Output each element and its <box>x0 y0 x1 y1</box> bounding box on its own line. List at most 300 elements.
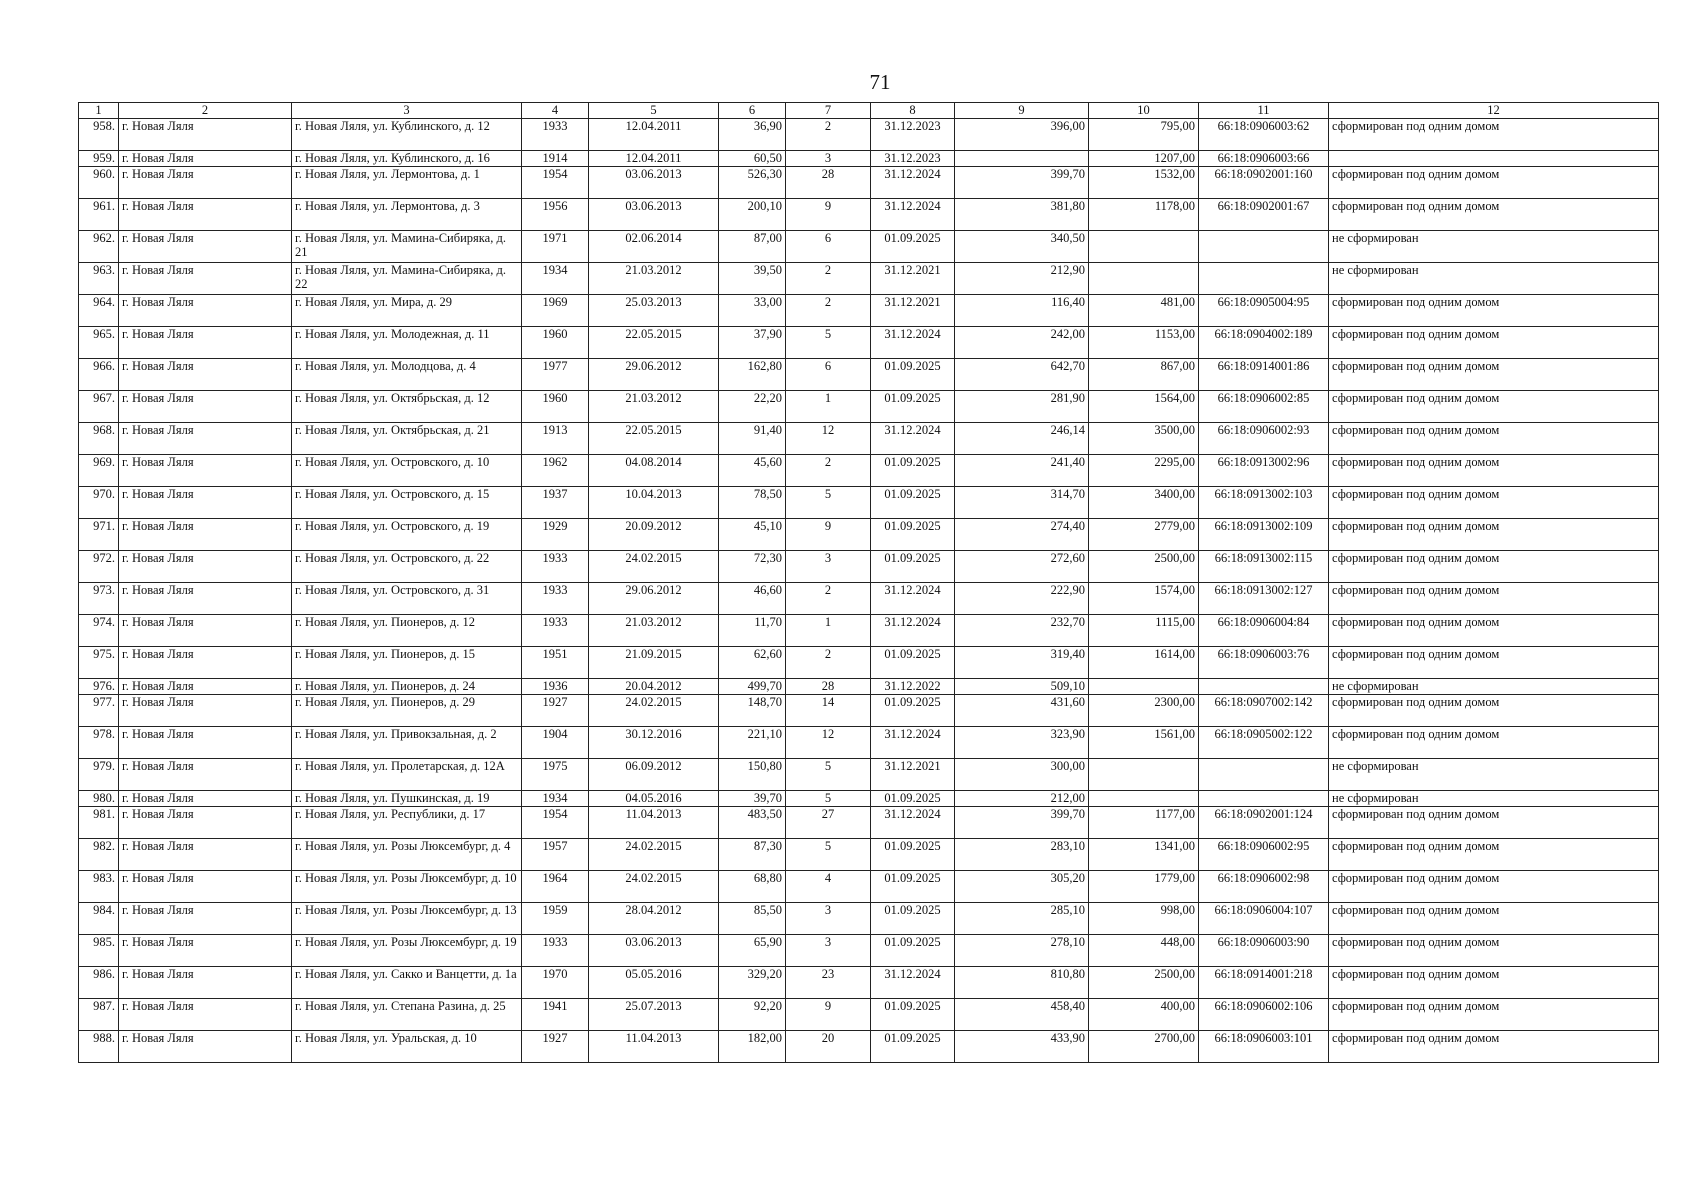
land-status-cell: сформирован под одним домом <box>1329 615 1659 647</box>
area-cell: 68,80 <box>719 871 786 903</box>
value-col9-cell: 314,70 <box>955 487 1089 519</box>
row-number: 967. <box>79 391 119 423</box>
year-cell: 1977 <box>522 359 589 391</box>
cadastral-number-cell: 66:18:0913002:127 <box>1199 583 1329 615</box>
address-cell: г. Новая Ляля, ул. Привокзальная, д. 2 <box>292 727 522 759</box>
year-cell: 1937 <box>522 487 589 519</box>
land-status-cell: не сформирован <box>1329 231 1659 263</box>
table-row <box>79 695 1659 727</box>
year-cell: 1934 <box>522 263 589 295</box>
cadastral-number-cell <box>1199 791 1329 807</box>
table-row <box>79 903 1659 935</box>
area-cell: 72,30 <box>719 551 786 583</box>
cadastral-number-cell: 66:18:0906003:101 <box>1199 1031 1329 1063</box>
deadline-cell: 01.09.2025 <box>871 391 955 423</box>
locality-cell: г. Новая Ляля <box>119 519 292 551</box>
column-header: 11 <box>1199 103 1329 119</box>
residents-cell: 9 <box>786 199 871 231</box>
value-col10-cell: 1115,00 <box>1089 615 1199 647</box>
deadline-cell: 31.12.2024 <box>871 967 955 999</box>
residents-cell: 28 <box>786 679 871 695</box>
table-row <box>79 199 1659 231</box>
value-col10-cell: 481,00 <box>1089 295 1199 327</box>
value-col10-cell <box>1089 791 1199 807</box>
column-header: 6 <box>719 103 786 119</box>
year-cell: 1933 <box>522 119 589 151</box>
row-number: 973. <box>79 583 119 615</box>
address-cell: г. Новая Ляля, ул. Уральская, д. 10 <box>292 1031 522 1063</box>
table-row <box>79 727 1659 759</box>
row-number: 975. <box>79 647 119 679</box>
land-status-cell: сформирован под одним домом <box>1329 487 1659 519</box>
deadline-cell: 31.12.2024 <box>871 423 955 455</box>
row-number: 968. <box>79 423 119 455</box>
address-cell: г. Новая Ляля, ул. Кублинского, д. 16 <box>292 151 522 167</box>
year-cell: 1934 <box>522 791 589 807</box>
address-cell: г. Новая Ляля, ул. Островского, д. 22 <box>292 551 522 583</box>
date-cell: 03.06.2013 <box>589 167 719 199</box>
area-cell: 91,40 <box>719 423 786 455</box>
residents-cell: 1 <box>786 615 871 647</box>
residents-cell: 2 <box>786 647 871 679</box>
cadastral-number-cell: 66:18:0906004:107 <box>1199 903 1329 935</box>
deadline-cell: 01.09.2025 <box>871 455 955 487</box>
value-col9-cell: 396,00 <box>955 119 1089 151</box>
date-cell: 12.04.2011 <box>589 119 719 151</box>
column-header: 12 <box>1329 103 1659 119</box>
address-cell: г. Новая Ляля, ул. Октябрьская, д. 21 <box>292 423 522 455</box>
residents-cell: 12 <box>786 727 871 759</box>
date-cell: 24.02.2015 <box>589 695 719 727</box>
date-cell: 20.09.2012 <box>589 519 719 551</box>
deadline-cell: 31.12.2024 <box>871 583 955 615</box>
value-col10-cell: 1178,00 <box>1089 199 1199 231</box>
deadline-cell: 01.09.2025 <box>871 519 955 551</box>
date-cell: 29.06.2012 <box>589 583 719 615</box>
address-cell: г. Новая Ляля, ул. Розы Люксембург, д. 10 <box>292 871 522 903</box>
date-cell: 24.02.2015 <box>589 839 719 871</box>
value-col10-cell: 1779,00 <box>1089 871 1199 903</box>
year-cell: 1960 <box>522 327 589 359</box>
deadline-cell: 31.12.2024 <box>871 727 955 759</box>
column-header: 5 <box>589 103 719 119</box>
table-row <box>79 487 1659 519</box>
area-cell: 78,50 <box>719 487 786 519</box>
residents-cell: 9 <box>786 519 871 551</box>
locality-cell: г. Новая Ляля <box>119 231 292 263</box>
locality-cell: г. Новая Ляля <box>119 807 292 839</box>
address-cell: г. Новая Ляля, ул. Республики, д. 17 <box>292 807 522 839</box>
value-col10-cell: 2295,00 <box>1089 455 1199 487</box>
year-cell: 1971 <box>522 231 589 263</box>
residents-cell: 3 <box>786 903 871 935</box>
row-number: 962. <box>79 231 119 263</box>
residents-cell: 27 <box>786 807 871 839</box>
area-cell: 39,70 <box>719 791 786 807</box>
year-cell: 1970 <box>522 967 589 999</box>
date-cell: 02.06.2014 <box>589 231 719 263</box>
land-status-cell: сформирован под одним домом <box>1329 519 1659 551</box>
residents-cell: 4 <box>786 871 871 903</box>
locality-cell: г. Новая Ляля <box>119 903 292 935</box>
year-cell: 1936 <box>522 679 589 695</box>
land-status-cell: сформирован под одним домом <box>1329 391 1659 423</box>
address-cell: г. Новая Ляля, ул. Островского, д. 31 <box>292 583 522 615</box>
deadline-cell: 01.09.2025 <box>871 647 955 679</box>
column-header: 9 <box>955 103 1089 119</box>
row-number: 969. <box>79 455 119 487</box>
residents-cell: 14 <box>786 695 871 727</box>
date-cell: 30.12.2016 <box>589 727 719 759</box>
address-cell: г. Новая Ляля, ул. Пионеров, д. 12 <box>292 615 522 647</box>
value-col10-cell: 2500,00 <box>1089 551 1199 583</box>
cadastral-number-cell: 66:18:0905004:95 <box>1199 295 1329 327</box>
residents-cell: 5 <box>786 791 871 807</box>
address-cell: г. Новая Ляля, ул. Пролетарская, д. 12А <box>292 759 522 791</box>
year-cell: 1933 <box>522 551 589 583</box>
date-cell: 04.05.2016 <box>589 791 719 807</box>
land-status-cell: сформирован под одним домом <box>1329 967 1659 999</box>
area-cell: 87,00 <box>719 231 786 263</box>
year-cell: 1962 <box>522 455 589 487</box>
cadastral-number-cell: 66:18:0913002:103 <box>1199 487 1329 519</box>
date-cell: 12.04.2011 <box>589 151 719 167</box>
table-row <box>79 519 1659 551</box>
date-cell: 21.03.2012 <box>589 615 719 647</box>
table-row <box>79 263 1659 295</box>
cadastral-number-cell: 66:18:0906004:84 <box>1199 615 1329 647</box>
residents-cell: 9 <box>786 999 871 1031</box>
value-col10-cell: 2700,00 <box>1089 1031 1199 1063</box>
area-cell: 39,50 <box>719 263 786 295</box>
row-number: 966. <box>79 359 119 391</box>
row-number: 959. <box>79 151 119 167</box>
value-col9-cell: 381,80 <box>955 199 1089 231</box>
row-number: 970. <box>79 487 119 519</box>
cadastral-number-cell: 66:18:0913002:96 <box>1199 455 1329 487</box>
cadastral-number-cell: 66:18:0913002:115 <box>1199 551 1329 583</box>
cadastral-number-cell <box>1199 231 1329 263</box>
date-cell: 20.04.2012 <box>589 679 719 695</box>
area-cell: 36,90 <box>719 119 786 151</box>
residents-cell: 3 <box>786 551 871 583</box>
locality-cell: г. Новая Ляля <box>119 455 292 487</box>
year-cell: 1957 <box>522 839 589 871</box>
table-row <box>79 455 1659 487</box>
value-col10-cell: 1614,00 <box>1089 647 1199 679</box>
cadastral-number-cell: 66:18:0902001:124 <box>1199 807 1329 839</box>
cadastral-number-cell: 66:18:0906002:98 <box>1199 871 1329 903</box>
deadline-cell: 31.12.2021 <box>871 759 955 791</box>
cadastral-number-cell: 66:18:0906002:95 <box>1199 839 1329 871</box>
address-cell: г. Новая Ляля, ул. Пушкинская, д. 19 <box>292 791 522 807</box>
locality-cell: г. Новая Ляля <box>119 871 292 903</box>
deadline-cell: 01.09.2025 <box>871 791 955 807</box>
area-cell: 33,00 <box>719 295 786 327</box>
column-header: 1 <box>79 103 119 119</box>
deadline-cell: 31.12.2022 <box>871 679 955 695</box>
row-number: 981. <box>79 807 119 839</box>
row-number: 978. <box>79 727 119 759</box>
table-row <box>79 231 1659 263</box>
land-status-cell: сформирован под одним домом <box>1329 647 1659 679</box>
cadastral-number-cell: 66:18:0906003:76 <box>1199 647 1329 679</box>
address-cell: г. Новая Ляля, ул. Островского, д. 10 <box>292 455 522 487</box>
deadline-cell: 01.09.2025 <box>871 695 955 727</box>
locality-cell: г. Новая Ляля <box>119 391 292 423</box>
value-col10-cell <box>1089 263 1199 295</box>
locality-cell: г. Новая Ляля <box>119 647 292 679</box>
locality-cell: г. Новая Ляля <box>119 791 292 807</box>
value-col10-cell: 1207,00 <box>1089 151 1199 167</box>
value-col10-cell: 3500,00 <box>1089 423 1199 455</box>
locality-cell: г. Новая Ляля <box>119 727 292 759</box>
locality-cell: г. Новая Ляля <box>119 967 292 999</box>
table-row <box>79 839 1659 871</box>
row-number: 984. <box>79 903 119 935</box>
address-cell: г. Новая Ляля, ул. Пионеров, д. 24 <box>292 679 522 695</box>
area-cell: 483,50 <box>719 807 786 839</box>
residents-cell: 2 <box>786 455 871 487</box>
land-status-cell: сформирован под одним домом <box>1329 903 1659 935</box>
row-number: 985. <box>79 935 119 967</box>
deadline-cell: 31.12.2024 <box>871 167 955 199</box>
table-row <box>79 423 1659 455</box>
table-body <box>79 119 1659 1063</box>
value-col9-cell: 305,20 <box>955 871 1089 903</box>
area-cell: 45,10 <box>719 519 786 551</box>
area-cell: 92,20 <box>719 999 786 1031</box>
residents-cell: 5 <box>786 487 871 519</box>
locality-cell: г. Новая Ляля <box>119 583 292 615</box>
table-row <box>79 871 1659 903</box>
year-cell: 1914 <box>522 151 589 167</box>
column-number-row <box>79 103 1659 119</box>
address-cell: г. Новая Ляля, ул. Лермонтова, д. 1 <box>292 167 522 199</box>
value-col10-cell: 2500,00 <box>1089 967 1199 999</box>
date-cell: 21.03.2012 <box>589 263 719 295</box>
land-status-cell: сформирован под одним домом <box>1329 455 1659 487</box>
residents-cell: 5 <box>786 839 871 871</box>
table-row <box>79 807 1659 839</box>
value-col9-cell <box>955 151 1089 167</box>
date-cell: 11.04.2013 <box>589 1031 719 1063</box>
land-status-cell: не сформирован <box>1329 263 1659 295</box>
address-cell: г. Новая Ляля, ул. Пионеров, д. 15 <box>292 647 522 679</box>
row-number: 958. <box>79 119 119 151</box>
land-status-cell: сформирован под одним домом <box>1329 807 1659 839</box>
table-row <box>79 1031 1659 1063</box>
date-cell: 10.04.2013 <box>589 487 719 519</box>
table-row <box>79 759 1659 791</box>
deadline-cell: 31.12.2024 <box>871 327 955 359</box>
table-row <box>79 151 1659 167</box>
row-number: 982. <box>79 839 119 871</box>
year-cell: 1954 <box>522 167 589 199</box>
deadline-cell: 31.12.2023 <box>871 151 955 167</box>
land-status-cell: сформирован под одним домом <box>1329 727 1659 759</box>
year-cell: 1913 <box>522 423 589 455</box>
column-header: 3 <box>292 103 522 119</box>
value-col9-cell: 285,10 <box>955 903 1089 935</box>
cadastral-number-cell: 66:18:0907002:142 <box>1199 695 1329 727</box>
residents-cell: 6 <box>786 231 871 263</box>
value-col9-cell: 212,90 <box>955 263 1089 295</box>
deadline-cell: 31.12.2024 <box>871 807 955 839</box>
residents-cell: 2 <box>786 583 871 615</box>
deadline-cell: 01.09.2025 <box>871 359 955 391</box>
value-col9-cell: 222,90 <box>955 583 1089 615</box>
address-cell: г. Новая Ляля, ул. Пионеров, д. 29 <box>292 695 522 727</box>
area-cell: 46,60 <box>719 583 786 615</box>
land-status-cell: сформирован под одним домом <box>1329 359 1659 391</box>
deadline-cell: 31.12.2021 <box>871 263 955 295</box>
locality-cell: г. Новая Ляля <box>119 151 292 167</box>
table-row <box>79 679 1659 695</box>
value-col9-cell: 642,70 <box>955 359 1089 391</box>
cadastral-number-cell: 66:18:0906002:93 <box>1199 423 1329 455</box>
area-cell: 85,50 <box>719 903 786 935</box>
row-number: 960. <box>79 167 119 199</box>
land-status-cell: не сформирован <box>1329 759 1659 791</box>
year-cell: 1964 <box>522 871 589 903</box>
year-cell: 1927 <box>522 1031 589 1063</box>
address-cell: г. Новая Ляля, ул. Мамина-Сибиряка, д. 22 <box>292 263 522 295</box>
deadline-cell: 31.12.2023 <box>871 119 955 151</box>
value-col9-cell: 399,70 <box>955 807 1089 839</box>
year-cell: 1941 <box>522 999 589 1031</box>
value-col9-cell: 323,90 <box>955 727 1089 759</box>
land-status-cell: сформирован под одним домом <box>1329 167 1659 199</box>
column-header: 4 <box>522 103 589 119</box>
date-cell: 21.09.2015 <box>589 647 719 679</box>
cadastral-number-cell: 66:18:0914001:218 <box>1199 967 1329 999</box>
area-cell: 45,60 <box>719 455 786 487</box>
locality-cell: г. Новая Ляля <box>119 199 292 231</box>
year-cell: 1933 <box>522 615 589 647</box>
value-col9-cell: 246,14 <box>955 423 1089 455</box>
deadline-cell: 01.09.2025 <box>871 871 955 903</box>
address-cell: г. Новая Ляля, ул. Розы Люксембург, д. 13 <box>292 903 522 935</box>
address-cell: г. Новая Ляля, ул. Молодцова, д. 4 <box>292 359 522 391</box>
year-cell: 1959 <box>522 903 589 935</box>
value-col10-cell <box>1089 759 1199 791</box>
cadastral-number-cell: 66:18:0906003:90 <box>1199 935 1329 967</box>
address-cell: г. Новая Ляля, ул. Мира, д. 29 <box>292 295 522 327</box>
column-header: 8 <box>871 103 955 119</box>
value-col10-cell <box>1089 231 1199 263</box>
land-status-cell: сформирован под одним домом <box>1329 999 1659 1031</box>
date-cell: 21.03.2012 <box>589 391 719 423</box>
value-col10-cell: 1341,00 <box>1089 839 1199 871</box>
area-cell: 526,30 <box>719 167 786 199</box>
area-cell: 60,50 <box>719 151 786 167</box>
table-row <box>79 551 1659 583</box>
area-cell: 37,90 <box>719 327 786 359</box>
cadastral-number-cell: 66:18:0906002:85 <box>1199 391 1329 423</box>
deadline-cell: 01.09.2025 <box>871 903 955 935</box>
value-col10-cell: 1153,00 <box>1089 327 1199 359</box>
area-cell: 150,80 <box>719 759 786 791</box>
row-number: 980. <box>79 791 119 807</box>
value-col10-cell: 867,00 <box>1089 359 1199 391</box>
value-col9-cell: 319,40 <box>955 647 1089 679</box>
land-status-cell: сформирован под одним домом <box>1329 295 1659 327</box>
land-status-cell: сформирован под одним домом <box>1329 695 1659 727</box>
area-cell: 11,70 <box>719 615 786 647</box>
deadline-cell: 01.09.2025 <box>871 839 955 871</box>
cadastral-number-cell <box>1199 263 1329 295</box>
row-number: 986. <box>79 967 119 999</box>
table-row <box>79 935 1659 967</box>
cadastral-number-cell: 66:18:0902001:160 <box>1199 167 1329 199</box>
residents-cell: 20 <box>786 1031 871 1063</box>
value-col9-cell: 431,60 <box>955 695 1089 727</box>
row-number: 971. <box>79 519 119 551</box>
residents-cell: 3 <box>786 935 871 967</box>
address-cell: г. Новая Ляля, ул. Сакко и Ванцетти, д. 1а <box>292 967 522 999</box>
cadastral-number-cell: 66:18:0914001:86 <box>1199 359 1329 391</box>
year-cell: 1927 <box>522 695 589 727</box>
year-cell: 1904 <box>522 727 589 759</box>
date-cell: 03.06.2013 <box>589 935 719 967</box>
value-col9-cell: 283,10 <box>955 839 1089 871</box>
table-row <box>79 583 1659 615</box>
locality-cell: г. Новая Ляля <box>119 615 292 647</box>
date-cell: 29.06.2012 <box>589 359 719 391</box>
year-cell: 1960 <box>522 391 589 423</box>
area-cell: 65,90 <box>719 935 786 967</box>
land-status-cell: сформирован под одним домом <box>1329 423 1659 455</box>
table-row <box>79 615 1659 647</box>
table-row <box>79 999 1659 1031</box>
locality-cell: г. Новая Ляля <box>119 839 292 871</box>
locality-cell: г. Новая Ляля <box>119 119 292 151</box>
deadline-cell: 31.12.2024 <box>871 615 955 647</box>
deadline-cell: 01.09.2025 <box>871 1031 955 1063</box>
value-col9-cell: 810,80 <box>955 967 1089 999</box>
value-col10-cell: 1574,00 <box>1089 583 1199 615</box>
table-row <box>79 791 1659 807</box>
column-header: 10 <box>1089 103 1199 119</box>
value-col10-cell: 1177,00 <box>1089 807 1199 839</box>
cadastral-number-cell: 66:18:0906003:66 <box>1199 151 1329 167</box>
value-col9-cell: 509,10 <box>955 679 1089 695</box>
value-col9-cell: 278,10 <box>955 935 1089 967</box>
value-col9-cell: 399,70 <box>955 167 1089 199</box>
land-status-cell: не сформирован <box>1329 679 1659 695</box>
cadastral-number-cell: 66:18:0906003:62 <box>1199 119 1329 151</box>
locality-cell: г. Новая Ляля <box>119 295 292 327</box>
date-cell: 04.08.2014 <box>589 455 719 487</box>
value-col10-cell: 3400,00 <box>1089 487 1199 519</box>
locality-cell: г. Новая Ляля <box>119 487 292 519</box>
area-cell: 148,70 <box>719 695 786 727</box>
year-cell: 1969 <box>522 295 589 327</box>
row-number: 961. <box>79 199 119 231</box>
area-cell: 329,20 <box>719 967 786 999</box>
land-status-cell: сформирован под одним домом <box>1329 839 1659 871</box>
value-col9-cell: 300,00 <box>955 759 1089 791</box>
year-cell: 1933 <box>522 583 589 615</box>
address-cell: г. Новая Ляля, ул. Островского, д. 19 <box>292 519 522 551</box>
cadastral-number-cell: 66:18:0905002:122 <box>1199 727 1329 759</box>
year-cell: 1956 <box>522 199 589 231</box>
land-status-cell <box>1329 151 1659 167</box>
page-number: 71 <box>869 70 891 94</box>
locality-cell: г. Новая Ляля <box>119 327 292 359</box>
address-cell: г. Новая Ляля, ул. Октябрьская, д. 12 <box>292 391 522 423</box>
